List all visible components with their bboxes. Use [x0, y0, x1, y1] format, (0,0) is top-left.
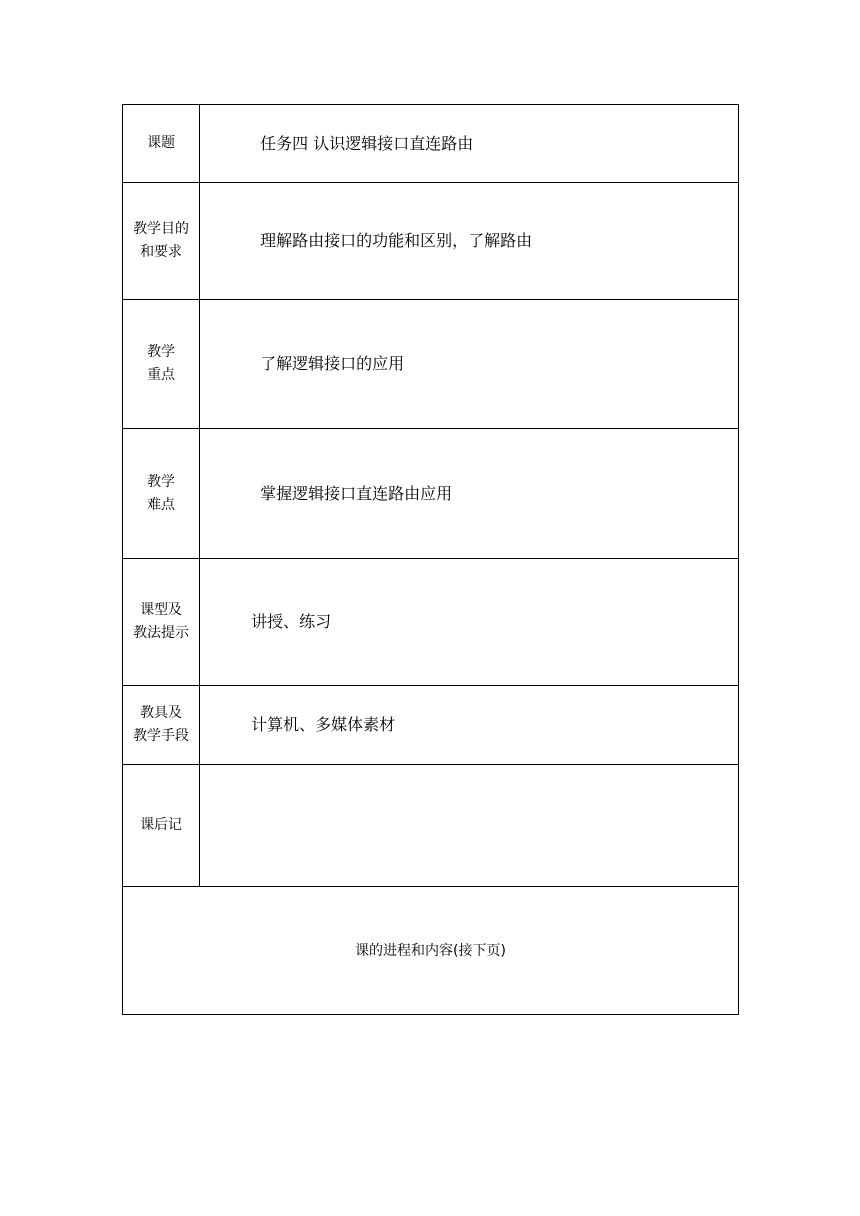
row-post-class-notes: [123, 765, 739, 887]
content-lesson-type: 讲授、练习: [200, 559, 739, 686]
content-topic: 任务四 认识逻辑接口直连路由: [200, 105, 739, 183]
row-lesson-progress: [123, 887, 739, 1015]
content-key-points: 了解逻辑接口的应用: [200, 300, 739, 429]
row-objectives: [123, 183, 739, 300]
row-lesson-type: [123, 559, 739, 686]
row-key-points: [123, 300, 739, 429]
label-lesson-type: 课型及 教法提示: [123, 559, 200, 686]
label-post-class-notes: 课后记: [123, 765, 200, 887]
content-difficulties: 掌握逻辑接口直连路由应用: [200, 429, 739, 559]
content-post-class-notes: [200, 765, 739, 887]
lesson-plan-table: [122, 104, 739, 1015]
content-objectives: 理解路由接口的功能和区别，了解路由: [200, 183, 739, 300]
label-difficulties: 教学 难点: [123, 429, 200, 559]
label-key-points: 教学 重点: [123, 300, 200, 429]
row-difficulties: [123, 429, 739, 559]
content-teaching-aids: 计算机、多媒体素材: [200, 686, 739, 765]
lesson-progress-note: 课的进程和内容(接下页): [123, 887, 739, 1015]
row-topic: [123, 105, 739, 183]
label-objectives: 教学目的 和要求: [123, 183, 200, 300]
label-teaching-aids: 教具及 教学手段: [123, 686, 200, 765]
row-teaching-aids: [123, 686, 739, 765]
label-topic: 课题: [123, 105, 200, 183]
